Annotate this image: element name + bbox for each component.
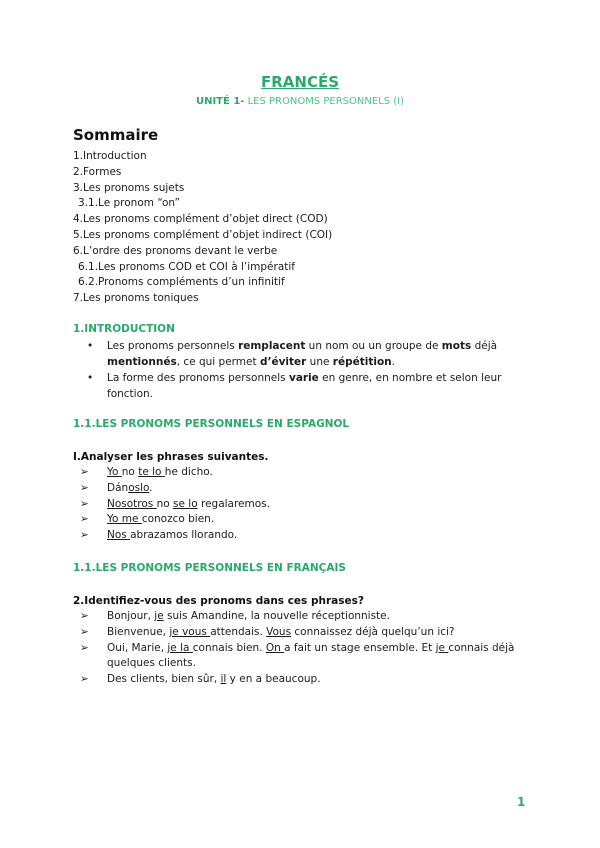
- toc-item[interactable]: 6.L’ordre des pronoms devant le verbe: [73, 244, 278, 257]
- list-item: ➢ Bonjour, je suis Amandine, la nouvelle réceptionniste.: [80, 609, 520, 625]
- list-item: ➢ Dánoslo.: [80, 481, 520, 497]
- arrow-bullet-icon: ➢: [80, 610, 89, 622]
- toc-item[interactable]: 2.Formes: [73, 165, 122, 178]
- page-title: FRANCÉS: [260, 73, 340, 91]
- list-item: ➢ Oui, Marie, je la connais bien. On a fait un stage ensemble. Et je connais déjà quelques clients.: [80, 641, 515, 670]
- page-number: 1: [517, 795, 526, 809]
- arrow-bullet-icon: ➢: [80, 481, 89, 494]
- introduction-bullets: [73, 338, 513, 402]
- toc-item[interactable]: 6.2.Pronoms compléments d’un infinitif: [78, 276, 285, 289]
- list-item: ➢ Bienvenue, je vous attendais. Vous connaissez déjà quelqu’un ici?: [80, 625, 520, 641]
- arrow-bullet-icon: ➢: [80, 641, 89, 654]
- list-item: ➢ Nosotros no se lo regalaremos.: [80, 497, 520, 513]
- exercise-2-list: [80, 609, 520, 688]
- toc-item[interactable]: 4.Les pronoms complément d’objet direct (COD): [73, 213, 328, 226]
- list-item: • La forme des pronoms personnels varie en genre, en nombre et selon leur fonction.: [87, 372, 502, 400]
- toc-item[interactable]: 5.Les pronoms complément d’objet indirect (COI): [73, 228, 333, 241]
- introduction-heading: 1.INTRODUCTION: [73, 323, 175, 335]
- arrow-bullet-icon: ➢: [80, 673, 89, 686]
- exercise-2-title: 2.Identifiez-vous des pronoms dans ces phrases?: [73, 595, 364, 607]
- sommaire-title: Sommaire: [73, 126, 159, 144]
- subtitle-topic: LES PRONOMS PERSONNELS (I): [247, 96, 405, 107]
- toc-item[interactable]: 7.Les pronoms toniques: [73, 292, 199, 305]
- list-item: ➢ Des clients, bien sûr, il y en a beaucoup.: [80, 672, 520, 688]
- page-subtitle: [0, 96, 600, 107]
- francais-heading: 1.1.LES PRONOMS PERSONNELS EN FRANÇAIS: [73, 562, 346, 574]
- arrow-bullet-icon: ➢: [80, 497, 89, 510]
- list-item: • Les pronoms personnels remplacent un nom ou un groupe de mots déjà mentionnés, ce qui permet d’éviter une répétition.: [87, 340, 498, 368]
- arrow-bullet-icon: ➢: [80, 513, 89, 526]
- espagnol-heading: 1.1.LES PRONOMS PERSONNELS EN ESPAGNOL: [73, 418, 350, 430]
- toc-item[interactable]: 6.1.Les pronoms COD et COI à l’impératif: [78, 260, 296, 273]
- toc-item[interactable]: 3.1.Le pronom “on”: [78, 197, 180, 210]
- table-of-contents: [73, 149, 332, 307]
- bullet-icon: •: [87, 340, 94, 352]
- exercise-1-title: I.Analyser les phrases suivantes.: [73, 451, 269, 463]
- list-item: ➢ Yo no te lo he dicho.: [80, 465, 520, 481]
- list-item: ➢ Yo me conozco bien.: [80, 512, 520, 528]
- arrow-bullet-icon: ➢: [80, 529, 89, 542]
- toc-item[interactable]: 1.Introduction: [73, 150, 147, 162]
- list-item: ➢ Nos abrazamos llorando.: [80, 528, 520, 544]
- exercise-1-list: [80, 465, 520, 544]
- arrow-bullet-icon: ➢: [80, 625, 89, 638]
- toc-item[interactable]: 3.Les pronoms sujets: [73, 181, 185, 194]
- bullet-icon: •: [87, 372, 94, 384]
- arrow-bullet-icon: ➢: [80, 466, 89, 478]
- subtitle-unit: UNITÉ 1-: [195, 96, 245, 107]
